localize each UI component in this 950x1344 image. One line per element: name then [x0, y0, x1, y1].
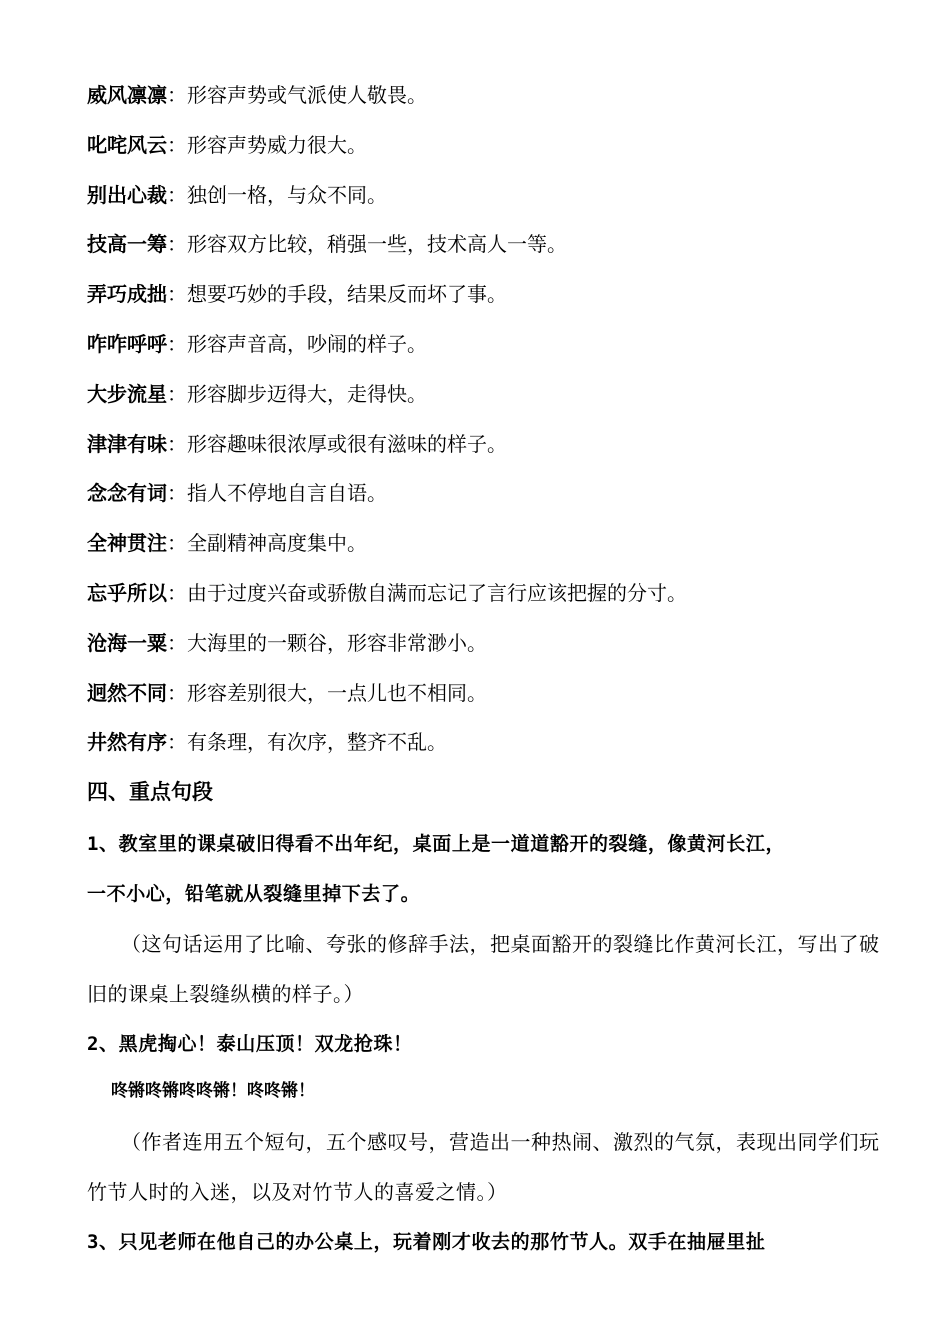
idiom-term: 忘乎所以 — [87, 580, 167, 605]
idiom-term: 弄巧成拙 — [87, 282, 167, 307]
idiom-definition: 全副精神高度集中。 — [187, 531, 367, 556]
idiom-separator: ： — [167, 580, 187, 605]
passage-quote: 2、黑虎掏心！泰山压顶！双龙抢珠！ — [87, 1033, 413, 1056]
idiom-separator: ： — [167, 182, 187, 207]
idiom-item — [87, 279, 887, 309]
idiom-item — [87, 528, 887, 558]
idiom-item — [87, 229, 887, 259]
idiom-term: 威风凛凛 — [87, 83, 167, 107]
passage-quote-sound: 咚锵咚锵咚咚锵！咚咚锵！ — [111, 1081, 315, 1102]
idiom-term: 井然有序 — [87, 730, 167, 755]
idiom-definition: 想要巧妙的手段，结果反而坏了事。 — [187, 282, 507, 307]
idiom-separator: ： — [167, 331, 187, 356]
idiom-definition: 形容双方比较，稍强一些，技术高人一等。 — [187, 232, 567, 257]
idiom-term: 全神贯注 — [87, 531, 167, 556]
idiom-separator: ： — [167, 481, 187, 506]
idiom-separator: ： — [167, 630, 187, 655]
idiom-separator: ： — [167, 381, 187, 406]
idiom-definition: 指人不停地自言自语。 — [187, 481, 387, 506]
idiom-definition: 大海里的一颗谷，形容非常渺小。 — [187, 630, 487, 655]
idiom-separator: ： — [167, 232, 187, 257]
idiom-definition: 形容趣味很浓厚或很有滋味的样子。 — [187, 431, 507, 456]
idiom-item — [87, 130, 887, 160]
idiom-term: 迥然不同 — [87, 680, 167, 705]
passage-quote-continued: 一不小心，铅笔就从裂缝里掉下去了。 — [87, 883, 421, 906]
idiom-term: 大步流星 — [87, 381, 167, 406]
idiom-item — [87, 628, 887, 658]
idiom-item — [87, 578, 887, 608]
idiom-separator: ： — [167, 132, 187, 157]
document-page — [87, 80, 887, 1267]
idiom-item — [87, 80, 887, 110]
passage-quote: 3、只见老师在他自己的办公桌上，玩着刚才收去的那竹节人。双手在抽屉里扯 — [87, 1231, 766, 1254]
idiom-item — [87, 727, 887, 757]
idiom-item — [87, 429, 887, 459]
idiom-item — [87, 329, 887, 359]
idiom-item — [87, 678, 887, 708]
idiom-separator: ： — [167, 531, 187, 556]
idiom-item — [87, 478, 887, 508]
idiom-definition: 由于过度兴奋或骄傲自满而忘记了言行应该把握的分寸。 — [187, 580, 687, 605]
idiom-separator: ： — [167, 83, 187, 107]
idiom-term: 念念有词 — [87, 481, 167, 506]
idiom-definition: 形容差别很大，一点儿也不相同。 — [187, 680, 487, 705]
idiom-separator: ： — [167, 680, 187, 705]
passage-analysis: （这句话运用了比喻、夸张的修辞手法，把桌面豁开的裂缝比作黄河长江，写出了破旧的课桌上裂缝纵横的样子。） — [87, 932, 880, 1007]
section-heading: 四、重点句段 — [87, 780, 213, 805]
idiom-definition: 形容脚步迈得大，走得快。 — [187, 381, 427, 406]
idiom-term: 叱咤风云 — [87, 132, 167, 157]
idiom-definition: 有条理，有次序，整齐不乱。 — [187, 730, 447, 755]
idiom-definition: 形容声势威力很大。 — [187, 132, 367, 157]
idiom-term: 咋咋呼呼 — [87, 331, 167, 356]
passage-1 — [87, 819, 887, 1019]
idiom-separator: ： — [167, 282, 187, 307]
idiom-separator: ： — [167, 431, 187, 456]
idiom-term: 别出心裁 — [87, 182, 167, 207]
idiom-definition: 独创一格，与众不同。 — [187, 182, 387, 207]
idiom-item — [87, 180, 887, 210]
idiom-item — [87, 379, 887, 409]
passage-quote: 1、教室里的课桌破旧得看不出年纪，桌面上是一道道豁开的裂缝，像黄河长江， — [87, 833, 786, 856]
passage-3 — [87, 1217, 887, 1267]
idiom-definition: 形容声音高，吵闹的样子。 — [187, 331, 427, 356]
idiom-separator: ： — [167, 730, 187, 755]
idiom-definition: 形容声势或气派使人敬畏。 — [187, 83, 427, 107]
idiom-term: 沧海一粟 — [87, 630, 167, 655]
passage-analysis: （作者连用五个短句，五个感叹号，营造出一种热闹、激烈的气氛，表现出同学们玩竹节人时的入迷，以及对竹节人的喜爱之情。） — [87, 1130, 880, 1205]
idiom-list — [87, 80, 887, 757]
idiom-term: 津津有味 — [87, 431, 167, 456]
passage-2 — [87, 1019, 887, 1217]
idiom-term: 技高一筹 — [87, 232, 167, 257]
